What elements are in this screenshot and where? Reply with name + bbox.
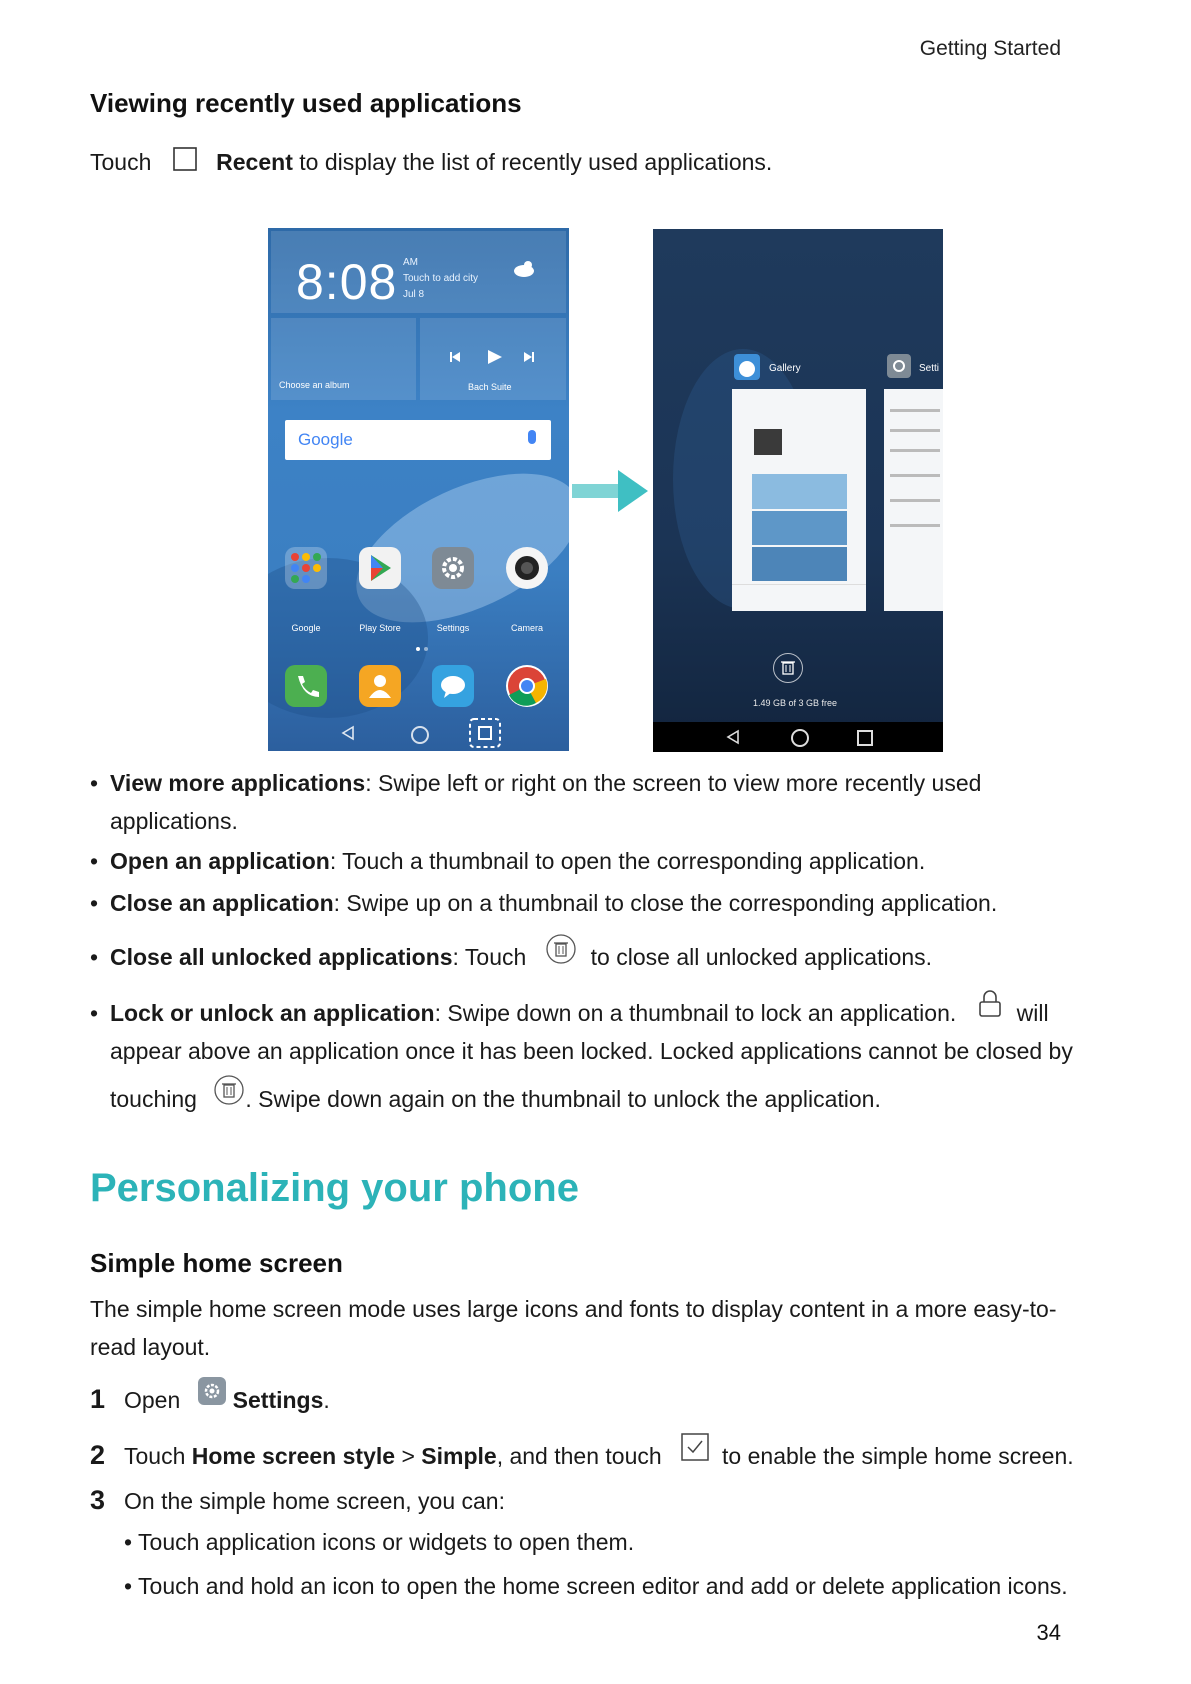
bullet-text: : Touch a thumbnail to open the corresponding application. [329,848,926,874]
weather-cloud-icon [512,258,538,278]
recent-apps-heading: Viewing recently used applications [90,88,522,118]
bullet-text: to close all unlocked applications. [590,944,933,970]
contacts-icon[interactable] [359,665,401,707]
home-screen-screenshot [268,228,569,751]
bullet-title: Close an application [110,890,334,916]
phone-dialer-icon[interactable] [285,665,327,707]
thumbnail-title-gallery: Gallery [769,363,801,374]
music-controls[interactable] [448,348,538,366]
step-text: On the simple home screen, you can: [124,1488,505,1514]
messaging-icon[interactable] [432,665,474,707]
bullet-close-app [90,884,1130,922]
page-indicator-dot [416,647,420,651]
step-number: 2 [90,1440,106,1470]
step-bold: Settings [232,1387,324,1413]
step-text: Open [124,1387,181,1413]
app-label-settings: Settings [436,623,470,633]
simple-home-description [90,1290,1130,1366]
page-indicator-dot [424,647,428,651]
settings-app-icon [197,1376,227,1417]
weather-info [403,255,478,303]
settings-row [890,499,940,502]
trash-clear-icon [545,933,577,976]
settings-gear-icon[interactable] [432,547,474,589]
chrome-icon[interactable] [506,665,548,707]
bullet-title: View more applications [110,770,366,796]
sub-bullet-text: Touch and hold an icon to open the home screen editor and add or delete application icons. [138,1573,1068,1599]
google-search-bar[interactable] [285,420,551,460]
section-title-personalizing: Personalizing your phone [90,1166,579,1210]
bullet-view-more [90,764,1130,840]
google-folder-icon[interactable] [285,547,327,589]
bullet-text: : Touch [452,944,527,970]
recent-apps-screenshot [653,229,943,752]
step-3 [90,1481,505,1520]
lock-icon [977,989,1003,1030]
bullet-text: touching [110,1086,197,1112]
bullet-title: Open an application [110,848,330,874]
simple-home-heading: Simple home screen [90,1248,343,1278]
step-text: , and then touch [496,1443,662,1469]
sub-bullet-2 [124,1567,1068,1605]
step-text: to enable the simple home screen. [722,1443,1074,1469]
gallery-photo-thumb [754,429,782,455]
bullet-dot-icon: • [90,848,99,874]
recent-intro [90,143,772,183]
back-nav-icon[interactable] [340,725,356,741]
recent-label: Recent [216,149,293,175]
bullet-text: . Swipe down again on the thumbnail to unlock the application. [245,1086,881,1112]
bullet-dot-icon: • [124,1573,139,1599]
bullet-dot-icon: • [90,770,99,796]
memory-status: 1.49 GB of 3 GB free [753,698,838,708]
home-nav-icon[interactable] [411,726,429,744]
step-text: Touch [124,1443,186,1469]
thumbnail-title-settings: Setti [919,363,940,374]
sub-bullet-text: Touch application icons or widgets to open them. [138,1529,635,1555]
page-number: 34 [1036,1620,1061,1645]
bullet-title: Close all unlocked applications [110,944,453,970]
settings-row [890,449,940,452]
transition-arrow-icon [572,468,652,514]
bullet-dot-icon: • [124,1529,139,1555]
bullet-lock-app [90,994,1130,1118]
album-label: Choose an album [279,380,350,390]
bullet-text-continued [90,1080,1130,1118]
settings-row [890,429,940,432]
gallery-photo-thumb [752,547,847,581]
bullet-text: will [1016,1000,1049,1026]
clock-ampm: AM [403,257,418,268]
description-line: The simple home screen mode uses large icons and fonts to display content in a more easy-to- [90,1296,1057,1322]
step-bold: Home screen style [191,1443,396,1469]
clock-time: 8:08 [296,254,398,310]
recent-nav-icon-highlighted[interactable] [468,717,502,749]
google-logo: Google [298,430,353,449]
bullet-text: : Swipe left or right on the screen to view more recently used [365,770,982,796]
trash-clear-icon [213,1074,245,1117]
settings-thumbnail[interactable] [884,389,943,611]
navigation-bar [653,722,943,752]
step-2 [90,1436,1074,1475]
bullet-text-continued: applications. [110,808,238,834]
recent-nav-icon[interactable] [857,730,873,746]
bullet-text-continued: appear above an application once it has been locked. Locked applications cannot be closed by [110,1038,1073,1064]
settings-row [890,524,940,527]
step-bold: Simple [421,1443,497,1469]
gallery-photo-thumb [752,511,847,545]
settings-app-icon [886,353,912,379]
step-number: 1 [90,1384,106,1414]
recent-intro-suffix: to display the list of recently used applications. [299,149,773,175]
navigation-bar [268,715,569,751]
clear-all-trash-icon[interactable] [773,653,803,683]
weather-city: Touch to add city [403,273,479,284]
step-number: 3 [90,1485,106,1515]
clock-date: Jul 8 [403,289,425,300]
app-label-camera: Camera [510,623,543,633]
app-label-google: Google [291,623,321,633]
step-1 [90,1380,330,1419]
bullet-close-all [90,938,1130,976]
mic-icon[interactable] [528,430,536,444]
checkbox-checked-icon [680,1432,710,1473]
gallery-app-icon [733,353,761,381]
settings-row [890,474,940,477]
step-text: . [323,1387,330,1413]
bullet-dot-icon: • [90,890,99,916]
gallery-photo-thumb [752,474,847,509]
gallery-thumbnail[interactable] [732,389,866,611]
recent-square-icon [172,145,198,183]
music-track-label: Bach Suite [468,382,512,392]
bullet-text: : Swipe down on a thumbnail to lock an application. [434,1000,957,1026]
description-line: read layout. [90,1334,211,1360]
settings-row [890,409,940,412]
step-text: > [401,1443,415,1469]
gallery-divider [732,584,866,585]
app-label-play-store: Play Store [359,623,401,633]
home-nav-icon[interactable] [791,729,809,747]
bullet-dot-icon: • [90,944,99,970]
bullet-title: Lock or unlock an application [110,1000,435,1026]
bullet-dot-icon: • [90,1000,99,1026]
page-header-section: Getting Started [919,37,1061,60]
back-nav-icon[interactable] [725,729,741,745]
play-store-icon[interactable] [359,547,401,589]
recent-intro-prefix: Touch [90,149,152,175]
sub-bullet-1 [124,1523,634,1561]
camera-icon[interactable] [506,547,548,589]
bullet-open-app [90,842,1130,880]
bullet-text: : Swipe up on a thumbnail to close the corresponding application. [333,890,998,916]
